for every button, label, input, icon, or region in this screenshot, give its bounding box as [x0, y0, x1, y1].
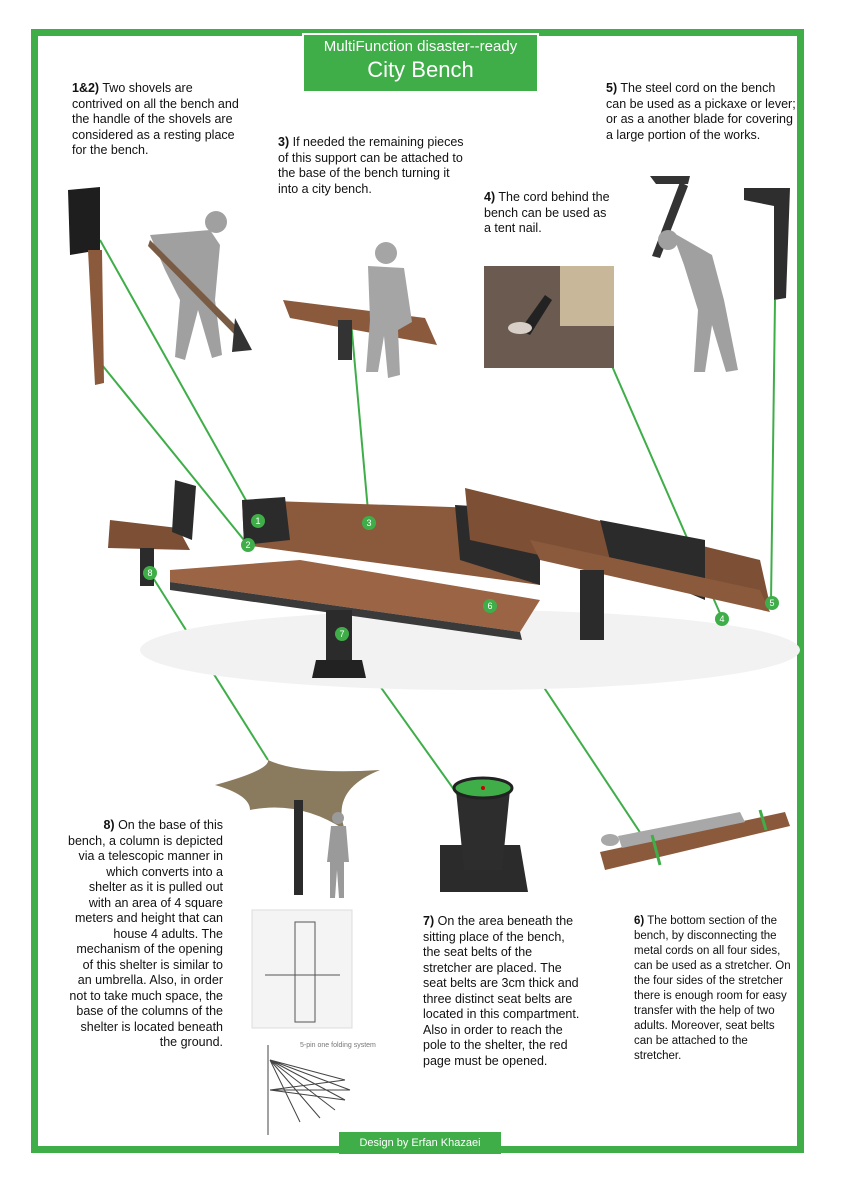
- note-3: [278, 135, 466, 197]
- base-cylinder-illustration: [440, 778, 528, 892]
- shovel-illustration: [68, 187, 104, 385]
- page-title: City Bench: [367, 57, 474, 82]
- note-1-2-number: 1&2): [72, 81, 100, 95]
- note-4: [484, 190, 614, 237]
- note-6: [634, 914, 792, 1064]
- marker-5: 5: [765, 596, 779, 610]
- marker-6: 6: [483, 599, 497, 613]
- marker-1: 1: [251, 514, 265, 528]
- note-4-number: 4): [484, 190, 496, 204]
- main-bench-illustration: [108, 480, 800, 690]
- note-1-2: [72, 81, 240, 159]
- callout-line-5: [771, 300, 775, 602]
- page-subtitle: MultiFunction disaster--ready: [323, 38, 518, 55]
- marker-7: 7: [335, 627, 349, 641]
- marker-3: 3: [362, 516, 376, 530]
- note-8-number: 8): [103, 818, 115, 832]
- note-3-text: If needed the remaining pieces of this support can be attached to the base of the bench turning it into a city bench.: [278, 135, 464, 196]
- note-7-number: 7): [423, 914, 435, 928]
- marker-2: 2: [241, 538, 255, 552]
- note-6-number: 6): [634, 915, 645, 927]
- note-7: [423, 914, 583, 1069]
- stretcher-illustration: [600, 810, 790, 870]
- callout-line-3: [350, 310, 369, 522]
- note-1-2-text: Two shovels are contrived on all the bench and the handle of the shovels are considered as a resting place for the bench.: [72, 81, 239, 157]
- note-5-number: 5): [606, 81, 618, 95]
- note-5-text: The steel cord on the bench can be used as a pickaxe or lever; or as a another blade for covering a large portion of the works.: [606, 81, 796, 142]
- note-8-text: On the base of this bench, a column is depicted via a telescopic manner in which converts into a shelter as it is pulled out with an area of 4 square meters and height that can house 4 adults. The mechanism of the opening of this shelter is similar to an umbrella. Also, in order not to take much space, the base of the columns of the shelter is located beneath the ground.: [68, 818, 223, 1049]
- marker-8: 8: [143, 566, 157, 580]
- pickaxe-illustration: [650, 176, 790, 372]
- footer-credit: Design by Erfan Khazaei: [339, 1132, 501, 1154]
- note-8: [66, 818, 223, 1051]
- shelter-illustration: [215, 760, 380, 1135]
- note-6-text: The bottom section of the bench, by disconnecting the metal cords on all four sides, can be used as a stretcher. On the four sides of the stretcher there is enough room for easy transfer with the help of two adults. Moreover, seat belts can be attached to the stretcher.: [634, 915, 791, 1062]
- bench-base-illustration: [283, 242, 437, 378]
- marker-4: 4: [715, 612, 729, 626]
- digging-person-silhouette: [148, 211, 252, 360]
- note-5: [606, 81, 796, 143]
- mechanism-caption: 5-pin one folding system: [300, 1042, 376, 1049]
- note-3-number: 3): [278, 135, 290, 149]
- note-4-text: The cord behind the bench can be used as a tent nail.: [484, 190, 610, 235]
- tent-nail-photo: [484, 266, 614, 368]
- note-7-text: On the area beneath the sitting place of the bench, the seat belts of the stretcher are placed. The seat belts are 3cm thick and three distinct seat belts are located in this compartment. Also in order to reach the pole to the shelter, the red page must be opened.: [423, 914, 580, 1068]
